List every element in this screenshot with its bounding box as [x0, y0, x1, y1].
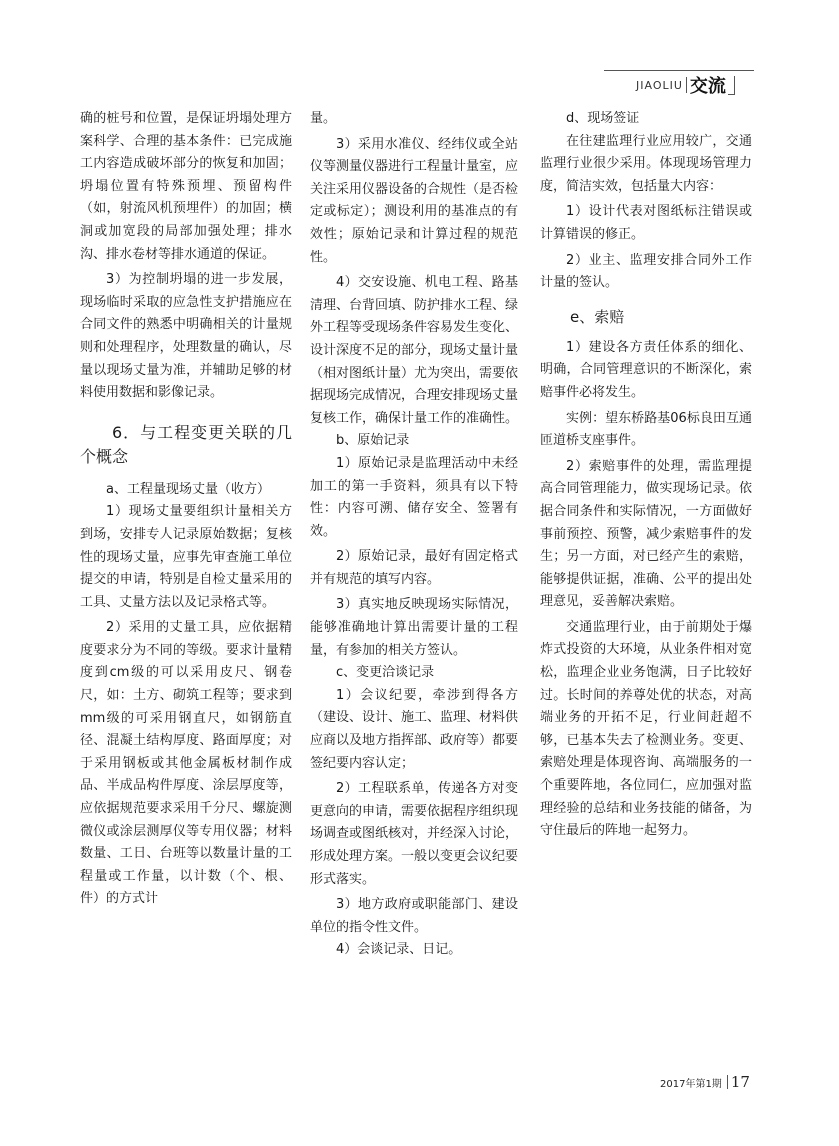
footer-divider: [727, 1075, 728, 1089]
subsection-title: d、现场签证: [566, 111, 640, 126]
paragraph: 交通监理行业，由于前期处于爆炸式投资的大环境，从业条件相对宽松，监理企业业务饱满，日子比较好过。长时间的养尊处优的状态，对高端业务的开拓不足，行业间赶超不够，已基本失去了检测业务。变更、索赔处理是体现咨询、高端服务的一个重要阵地，各位同仁，应加强对监理经验的总结和业务技能的储备，为守住最后的阵地一起努力。: [540, 619, 752, 839]
subsection-title: a、工程量现场丈量（收方）: [106, 481, 270, 497]
paragraph: 1）设计代表对图纸标注错误或计算错误的修正。: [540, 204, 752, 242]
column-middle: [310, 108, 518, 962]
paragraph: 1）现场丈量要组织计量相关方到场，安排专人记录原始数据；复核性的现场丈量，应事先审查施工单位提交的申请，特别是自检丈量采用的工具、丈量方法以及记录格式等。: [80, 504, 292, 610]
paragraph: 4）会谈记录、日记。: [336, 942, 462, 958]
paragraph: 在往建监理行业应用较广，交通监理行业很少采用。体现现场管理力度，简洁实效，包括量大内容：: [540, 133, 752, 194]
subsection-title: b、原始记录: [336, 433, 410, 449]
paragraph: 3）为控制坍塌的进一步发展，现场临时采取的应急性支护措施应在合同文件的熟悉中明确相关的计量规则和处理程序，处理数量的确认，尽量以现场丈量为准，并辅助足够的材料使用数据和影像记录。: [80, 272, 292, 401]
paragraph: 2）采用的丈量工具，应依据精度要求分为不同的等级。要求计量精度到cm级的可以采用皮尺、钢卷尺，如：土方、砌筑工程等；要求到mm级的可采用钢直尺，如钢筋直径、混凝土结构厚度、路面厚度；对于采用钢板或其他金属板材制作成品、半成品构件厚度、涂层厚度等，应依据规范要求采用千分尺、螺旋测微仪或涂层测厚仪等专用仪器；材料数量、工日、台班等以数量计量的工程量或工作量，以计数（个、根、件）的方式计: [80, 620, 292, 907]
paragraph: 4）交安设施、机电工程、路基清理、台背回填、防护排水工程、绿外工程等受现场条件容易发生变化、设计深度不足的部分，现场丈量计量（相对图纸计量）尤为突出，需要依据现场完成情况，合理安排现场丈量复核工作，确保计量工作的准确性。: [310, 275, 519, 426]
section-header: [636, 70, 735, 100]
paragraph: 确的桩号和位置，是保证坍塌处理方案科学、合理的基本条件：已完成施工内容造成破坏部分的恢复和加固；坍塌位置有特殊预埋、预留构件（如，射流风机预埋件）的加固；横洞或加宽段的局部加强处理；排水沟、排水卷材等排水通道的保证。: [80, 111, 292, 262]
page-footer: [660, 1073, 750, 1091]
section-heading: 6．与工程变更关联的几个概念: [80, 422, 292, 466]
paragraph: 1）会议纪要，牵涉到得各方（建设、设计、施工、监理、材料供应商以及地方指挥部、政府等）都要签纪要内容认定；: [310, 687, 519, 771]
paragraph: 2）索赔事件的处理，需监理提高合同管理能力，做实现场记录。依据合同条件和实际情况，一方面做好事前预控、预警，减少索赔事件的发生；另一方面，对已经产生的索赔，能够提供证据，准确、公平的提出处理意见，妥善解决索赔。: [540, 458, 752, 610]
column-right: [540, 108, 752, 843]
header-corner-mark: [728, 76, 735, 95]
paragraph: 量。: [310, 111, 337, 126]
paragraph: 2）业主、监理安排合同外工作计量的签认。: [540, 252, 752, 291]
paragraph: 3）地方政府或职能部门、建设单位的指令性文件。: [310, 897, 518, 935]
paragraph: 1）建设各方责任体系的细化、明确，合同管理意识的不断深化，索赔事件必将发生。: [540, 339, 752, 400]
subsection-title: c、变更洽谈记录: [336, 665, 435, 681]
paragraph: 2）原始记录，最好有固定格式并有规范的填写内容。: [310, 549, 518, 587]
paragraph: 实例：望东桥路基06标良田互通匝道桥支座事件。: [540, 410, 752, 449]
issue-label: 2017年第1期: [660, 1078, 722, 1090]
paragraph: 2）工程联系单，传递各方对变更意向的申请，需要依据程序组织现场调查或图纸核对，并经深入讨论，形成处理方案。一般以变更会议纪要形式落实。: [310, 781, 519, 887]
paragraph: 1）原始记录是监理活动中未经加工的第一手资料，须具有以下特性：内容可溯、储存安全、签署有效。: [310, 455, 518, 539]
paragraph: 3）真实地反映现场实际情况，能够准确地计算出需要计量的工程量，有参加的相关方签认。: [310, 597, 518, 658]
page-number: 17: [730, 1073, 750, 1091]
column-left: [80, 108, 292, 911]
header-divider: [686, 77, 687, 93]
section-name-zh: 交流: [689, 76, 726, 97]
subsection-heading: e、索赔: [570, 307, 625, 326]
paragraph: 3）采用水准仪、经纬仪或全站仪等测量仪器进行工程量计量室，应关注采用仪器设备的合规性（是否检定或标定）；测设利用的基准点的有效性；原始记录和计算过程的规范性。: [310, 136, 519, 265]
section-name-en: JIAOLIU: [636, 78, 683, 92]
